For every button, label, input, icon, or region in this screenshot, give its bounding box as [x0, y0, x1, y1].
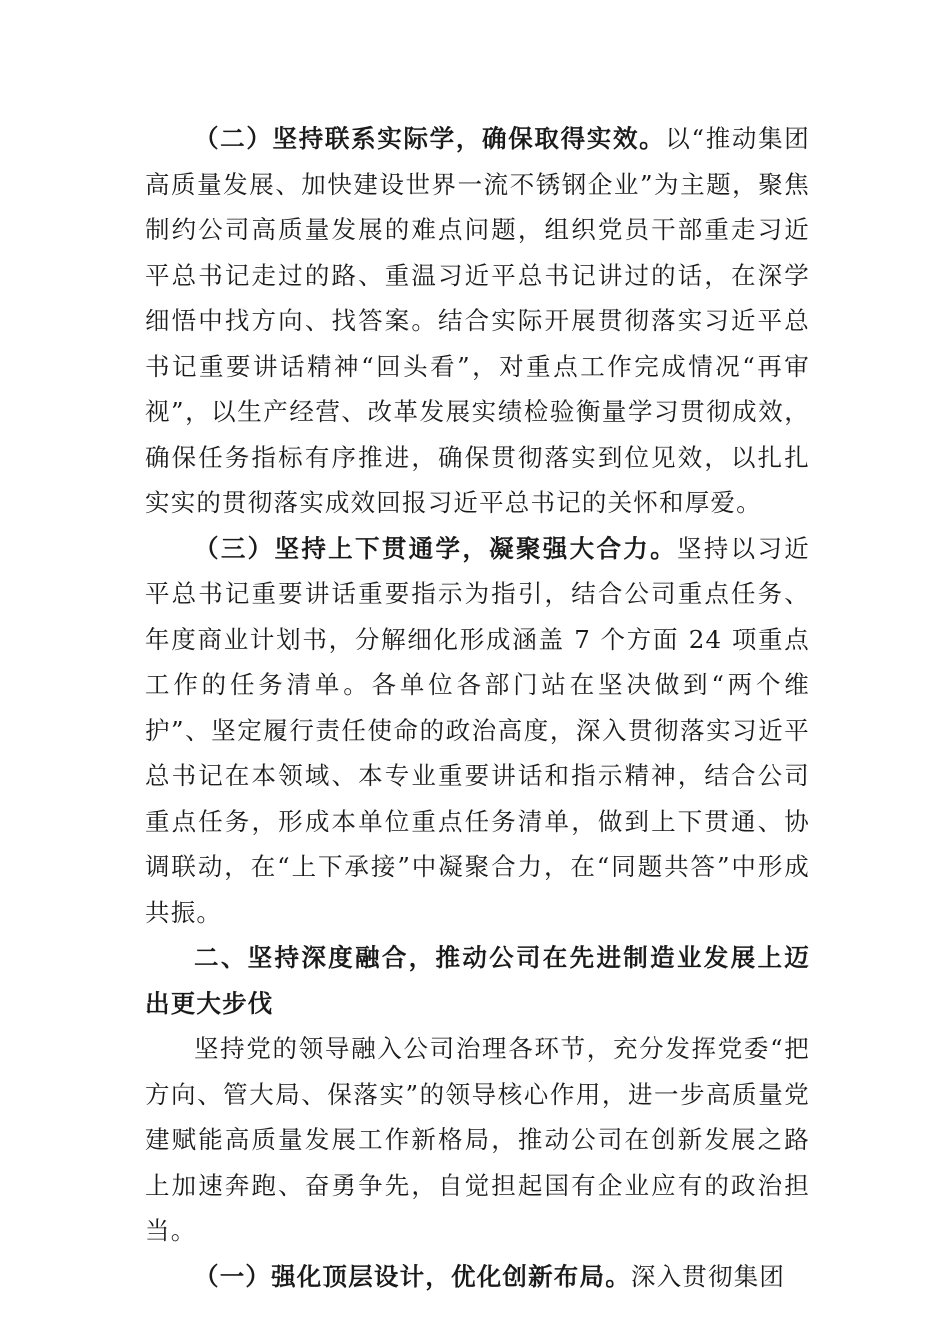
section-heading-deep-integration: 二、坚持深度融合，推动公司在先进制造业发展上迈出更大步伐 [145, 943, 810, 1018]
paragraph-party-leadership [145, 1026, 810, 1254]
paragraph-lead: （三）坚持上下贯通学，凝聚强大合力。 [194, 533, 677, 563]
paragraph-text: 坚持党的领导融入公司治理各环节，充分发挥党委“把方向、管大局、保落实”的领导核心作用，进一步高质量党建赋能高质量发展工作新格局，推动公司在创新发展之路上加速奔跑、奋勇争先，自觉担起国有企业应有的政治担当。 [145, 1034, 810, 1245]
paragraph-text: 深入贯彻集团 [630, 1261, 786, 1291]
paragraph-top-down-study [145, 526, 810, 936]
paragraph-lead: （二）坚持联系实际学，确保取得实效。 [194, 124, 666, 153]
document-body [145, 116, 810, 1299]
paragraph-top-level-design [145, 1254, 810, 1300]
paragraph-text: 坚持以习近平总书记重要讲话重要指示为指引，结合公司重点任务、年度商业计划书，分解细化形成涵盖 7 个方面 24 项重点工作的任务清单。各单位各部门站在坚决做到“两个维护”、坚定履行责任使命的政治高度，深入贯彻落实习近平总书记在本领域、本专业重要讲话和指示精神，结合公司重点任务，形成本单位重点任务清单，做到上下贯通、协调联动，在“上下承接”中凝聚合力，在“同题共答”中形成共振。 [145, 533, 810, 927]
paragraph-text: 以“推动集团高质量发展、加快建设世界一流不锈钢企业”为主题，聚焦制约公司高质量发展的难点问题，组织党员干部重走习近平总书记走过的路、重温习近平总书记讲过的话，在深学细悟中找方向、找答案。结合实际开展贯彻落实习近平总书记重要讲话精神“回头看”，对重点工作完成情况“再审视”，以生产经营、改革发展实绩检验衡量学习贯彻成效，确保任务指标有序推进，确保贯彻落实到位见效，以扎扎实实的贯彻落实成效回报习近平总书记的关怀和厚爱。 [145, 124, 810, 517]
paragraph-lead: （一）强化顶层设计，优化创新布局。 [194, 1261, 631, 1291]
paragraph-practice-study [145, 116, 810, 526]
